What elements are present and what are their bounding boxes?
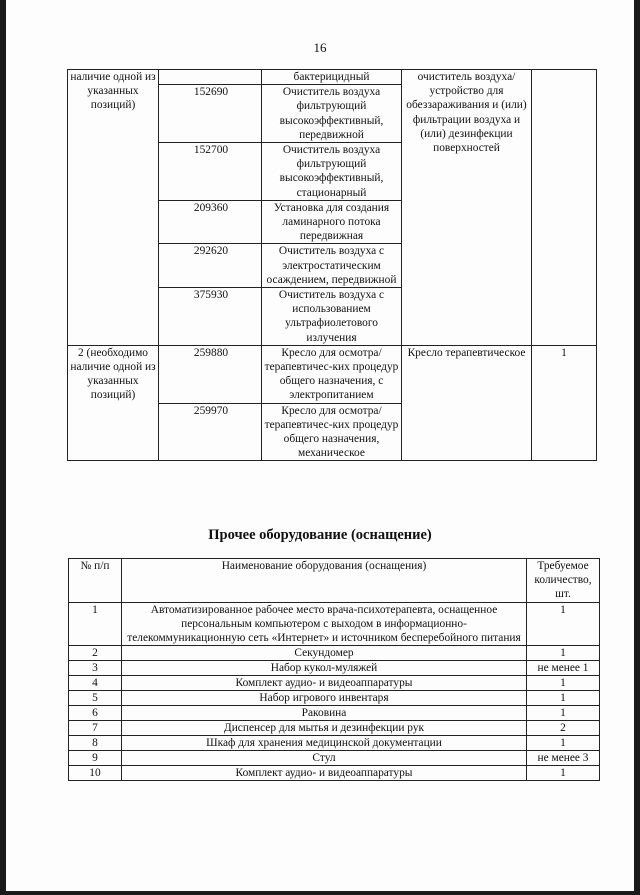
item-name-cell: Кресло для осмотра/терапевтичес-ких процедур общего назначения, с электропитанием xyxy=(262,345,402,403)
other-equipment-table xyxy=(68,558,600,781)
item-name-cell: бактерицидный xyxy=(262,70,402,85)
row-name: Комплект аудио- и видеоаппаратуры xyxy=(122,675,527,690)
row-quantity: 1 xyxy=(527,602,600,645)
row-quantity: 1 xyxy=(527,765,600,780)
row-name: Шкаф для хранения медицинской документации xyxy=(122,735,527,750)
item-name-cell: Кресло для осмотра/терапевтичес-ких процедур общего назначения, механическое xyxy=(262,403,402,461)
row-number: 1 xyxy=(69,602,122,645)
table-row xyxy=(69,645,600,660)
row-number: 7 xyxy=(69,720,122,735)
item-name-cell: Очиститель воздуха с использованием ультрафиолетового излучения xyxy=(262,288,402,346)
scan-edge-bottom xyxy=(0,891,640,895)
row-quantity: 1 xyxy=(527,675,600,690)
row-name: Стул xyxy=(122,750,527,765)
row-quantity: 2 xyxy=(527,720,600,735)
group1-condition-cell: наличие одной из указанных позиций) xyxy=(68,70,159,346)
table-row xyxy=(69,765,600,780)
row-number: 5 xyxy=(69,690,122,705)
row-number: 3 xyxy=(69,660,122,675)
item-name-cell: Установка для создания ламинарного потока передвижная xyxy=(262,200,402,244)
code-cell: 209360 xyxy=(159,200,262,244)
group1-quantity-cell xyxy=(532,70,597,346)
table-header-row xyxy=(69,559,600,603)
row-name: Комплект аудио- и видеоаппаратуры xyxy=(122,765,527,780)
item-name-cell: Очиститель воздуха с электростатическим осаждением, передвижной xyxy=(262,244,402,288)
group1-type-cell: очиститель воздуха/ устройство для обеззараживания и (или) фильтрации воздуха и (или) дезинфекции поверхностей xyxy=(402,70,532,346)
table-row xyxy=(68,70,597,85)
row-name: Автоматизированное рабочее место врача-психотерапевта, оснащенное персональным компьютером с выходом в информационно-телекоммуникационную сеть «Интернет» и источником бесперебойного питания xyxy=(122,602,527,645)
code-cell: 259970 xyxy=(159,403,262,461)
row-number: 8 xyxy=(69,735,122,750)
scan-edge-left xyxy=(0,0,6,895)
code-cell: 259880 xyxy=(159,345,262,403)
row-quantity: не менее 1 xyxy=(527,660,600,675)
row-name: Набор кукол-муляжей xyxy=(122,660,527,675)
row-quantity: не менее 3 xyxy=(527,750,600,765)
row-number: 6 xyxy=(69,705,122,720)
group2-condition-cell: 2 (необходимо наличие одной из указанных позиций) xyxy=(68,345,159,461)
equipment-continuation-table xyxy=(67,69,597,461)
row-number: 10 xyxy=(69,765,122,780)
row-quantity: 1 xyxy=(527,690,600,705)
group2-quantity-cell: 1 xyxy=(532,345,597,461)
row-name: Раковина xyxy=(122,705,527,720)
table-row xyxy=(69,660,600,675)
row-number: 4 xyxy=(69,675,122,690)
item-name-cell: Очиститель воздуха фильтрующий высокоэффективный, стационарный xyxy=(262,143,402,201)
row-number: 2 xyxy=(69,645,122,660)
table-row xyxy=(69,690,600,705)
header-name: Наименование оборудования (оснащения) xyxy=(122,559,527,603)
row-quantity: 1 xyxy=(527,645,600,660)
code-cell: 152690 xyxy=(159,85,262,143)
code-cell xyxy=(159,70,262,85)
table-row xyxy=(69,750,600,765)
row-quantity: 1 xyxy=(527,705,600,720)
row-quantity: 1 xyxy=(527,735,600,750)
group2-type-cell: Кресло терапевтическое xyxy=(402,345,532,461)
section-title: Прочее оборудование (оснащение) xyxy=(208,527,432,543)
table-row xyxy=(69,705,600,720)
table-row xyxy=(69,735,600,750)
scan-edge-right xyxy=(634,0,640,895)
header-number: № п/п xyxy=(69,559,122,603)
code-cell: 292620 xyxy=(159,244,262,288)
table-row xyxy=(69,602,600,645)
row-name: Секундомер xyxy=(122,645,527,660)
header-quantity: Требуемое количество, шт. xyxy=(527,559,600,603)
table-row xyxy=(69,720,600,735)
row-number: 9 xyxy=(69,750,122,765)
code-cell: 152700 xyxy=(159,143,262,201)
row-name: Набор игрового инвентаря xyxy=(122,690,527,705)
table-row xyxy=(68,345,597,403)
page-number: 16 xyxy=(313,40,327,55)
item-name-cell: Очиститель воздуха фильтрующий высокоэффективный, передвижной xyxy=(262,85,402,143)
table-row xyxy=(69,675,600,690)
row-name: Диспенсер для мытья и дезинфекции рук xyxy=(122,720,527,735)
code-cell: 375930 xyxy=(159,288,262,346)
